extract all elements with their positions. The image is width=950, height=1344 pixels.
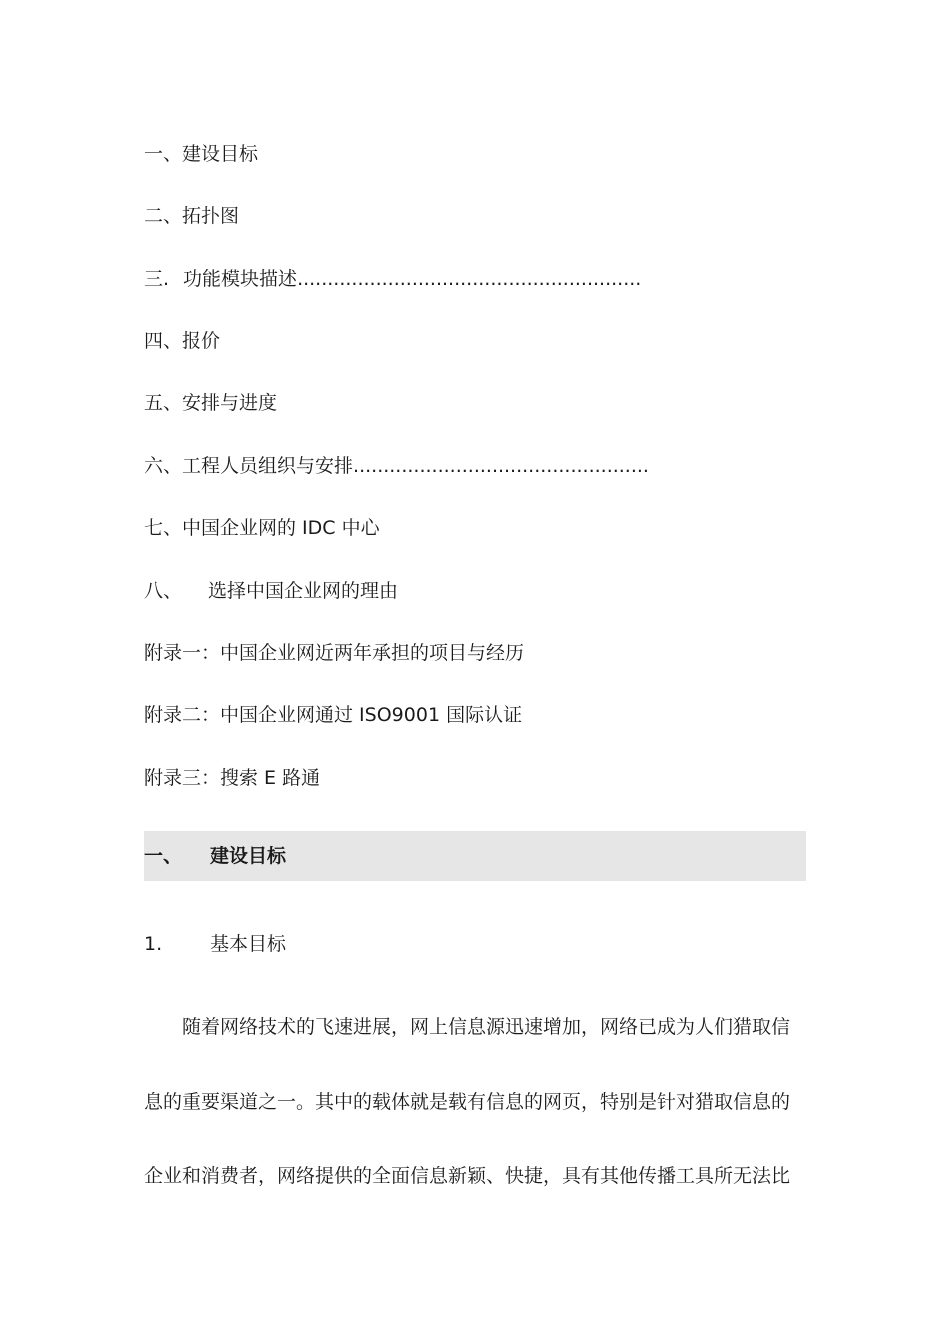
toc-item-2[interactable] [144,204,239,228]
toc-item-prefix: 附录二： [144,704,221,726]
toc-item-prefix: 一、 [144,143,183,165]
toc-item-label: 报价 [182,330,221,352]
toc-item-label: 建设目标 [182,143,259,165]
toc-item-prefix: 附录三： [144,767,221,789]
toc-item-prefix: 附录一： [144,642,221,664]
section-title: 建设目标 [210,845,287,867]
toc-item-label: 中国企业网通过 ISO9001 国际认证 [220,704,523,726]
toc-item-3[interactable] [144,267,641,291]
toc-item-6[interactable] [144,454,649,478]
toc-item-appendix-1[interactable] [144,641,524,665]
toc-item-label: 选择中国企业网的理由 [208,580,399,602]
toc-item-prefix: 七、 [144,517,183,539]
toc-item-5[interactable] [144,391,277,415]
paragraph-line: 息的重要渠道之一。其中的载体就是载有信息的网页，特别是针对猎取信息的 [144,1091,791,1113]
toc-item-leader: ......................................................... [297,268,642,290]
toc-item-leader: ................................................. [353,455,649,477]
paragraph-line: 随着网络技术的飞速进展，网上信息源迅速增加，网络已成为人们猎取信 [182,1016,791,1038]
subsection-title: 基本目标 [210,933,287,955]
subsection-heading [144,932,286,956]
toc-item-prefix: 五、 [144,392,183,414]
toc-item-appendix-2[interactable] [144,703,522,727]
toc-item-4[interactable] [144,329,220,353]
toc-item-label: 工程人员组织与安排 [182,455,354,477]
toc-item-label: 中国企业网近两年承担的项目与经历 [220,642,525,664]
toc-item-prefix: 六、 [144,455,183,477]
toc-item-prefix: 三. [144,268,170,290]
toc-item-label: 搜索 E 路通 [220,767,321,789]
toc-item-label: 安排与进度 [182,392,278,414]
toc-item-label: 中国企业网的 IDC 中心 [182,517,380,539]
toc-item-prefix: 八、 [144,580,183,602]
section-heading [144,831,806,881]
subsection-number: 1. [144,933,163,955]
toc-item-appendix-3[interactable] [144,766,320,790]
toc-item-prefix: 二、 [144,205,183,227]
paragraph-line: 企业和消费者，网络提供的全面信息新颖、快捷，具有其他传播工具所无法比 [144,1165,791,1187]
toc-item-label: 拓扑图 [182,205,240,227]
toc-item-label: 功能模块描述 [183,268,298,290]
section-number: 一、 [144,845,183,867]
toc-item-7[interactable] [144,516,380,540]
toc-item-prefix: 四、 [144,330,183,352]
toc-item-1[interactable] [144,142,258,166]
toc-item-8[interactable] [144,579,398,603]
